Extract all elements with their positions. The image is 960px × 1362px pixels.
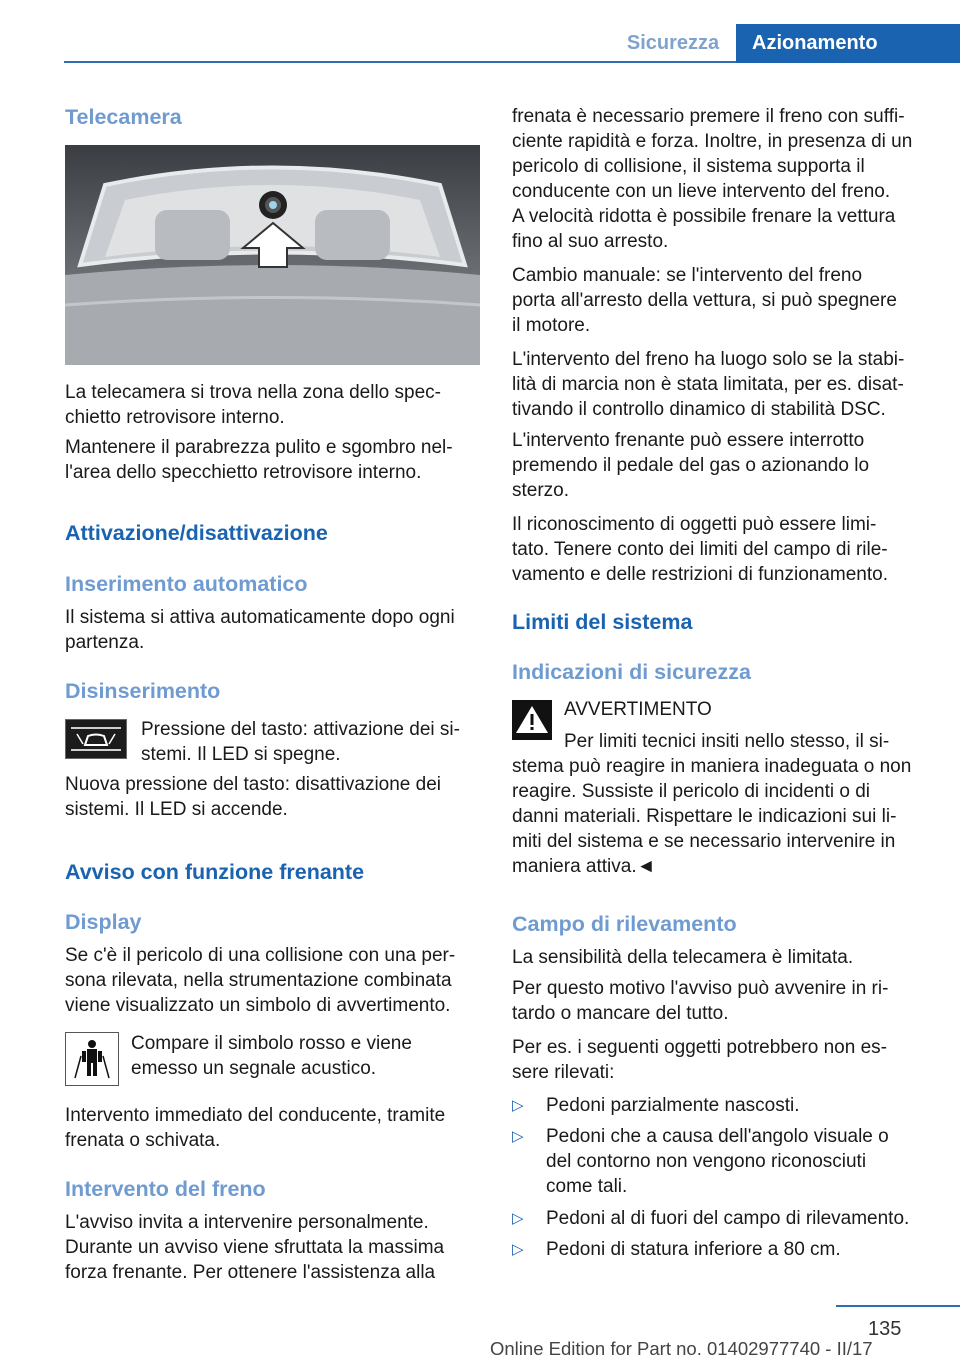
pedestrian-warning-icon: [65, 1032, 119, 1086]
tab-azionamento[interactable]: Azionamento: [736, 24, 960, 63]
list-item-text: Pedoni parzialmente nascosti.: [546, 1095, 800, 1116]
paragraph: Nuova pressione del tasto: disattivazione dei sistemi. Il LED si accende.: [65, 774, 442, 820]
paragraph: Pressione del tasto: attivazione dei si- stemi. Il LED si spegne.: [141, 719, 460, 765]
heading-indicazioni: Indicazioni di sicurezza: [512, 660, 751, 684]
paragraph: L'intervento frenante può essere interrotto premendo il pedale del gas o azionando lo sterzo.: [512, 430, 870, 501]
paragraph: frenata è necessario premere il freno con suffi- ciente rapidità e forza. Inoltre, in presenza di un pericolo di collisione, il sistema supporta il conducente con un lieve intervento del freno. A velocità ridotta è possibile frenare la vettura fino al suo arresto.: [512, 106, 913, 252]
paragraph: Cambio manuale: se l'intervento del freno porta all'arresto della vettura, si può spegnere il motore.: [512, 265, 897, 336]
page-number: 135: [868, 1318, 902, 1340]
paragraph: Per questo motivo l'avviso può avvenire in ri- tardo o mancare del tutto.: [512, 978, 889, 1024]
triangle-bullet-icon: ▷: [512, 1128, 524, 1145]
button-symbol-icon: [65, 719, 127, 759]
paragraph: L'avviso invita a intervenire personalmente. Durante un avviso viene sfruttata la massima forza frenante. Per ottenere l'assistenza alla: [65, 1212, 445, 1283]
heading-limiti: Limiti del sistema: [512, 610, 693, 634]
paragraph: La telecamera si trova nella zona dello spec- chietto retrovisore interno.: [65, 382, 441, 428]
heading-campo: Campo di rilevamento: [512, 912, 737, 936]
heading-attivazione: Attivazione/disattivazione: [65, 521, 328, 545]
camera-photo: [65, 145, 480, 365]
paragraph: Il sistema si attiva automaticamente dopo ogni partenza.: [65, 607, 455, 653]
paragraph: Per es. i seguenti oggetti potrebbero non es- sere rilevati:: [512, 1037, 887, 1083]
section-title-telecamera: Telecamera: [65, 105, 182, 129]
heading-intervento: Intervento del freno: [65, 1177, 266, 1201]
paragraph: Il riconoscimento di oggetti può essere limi- tato. Tenere conto dei limiti del campo di rile- vamento e delle restrizioni di funzionamento.: [512, 514, 888, 585]
footer-rule: [836, 1305, 960, 1307]
warning-text-first-line: Per limiti tecnici insiti nello stesso, il si-: [564, 731, 890, 752]
heading-disinserimento: Disinserimento: [65, 679, 221, 703]
heading-inserimento: Inserimento automatico: [65, 572, 308, 596]
list-item-text: Pedoni che a causa dell'angolo visuale o del contorno non vengono riconosciuti come tali.: [546, 1126, 889, 1197]
tab-sicurezza[interactable]: Sicurezza: [626, 32, 720, 54]
paragraph: L'intervento del freno ha luogo solo se la stabi- lità di marcia non è stata limitata, per es. disat- tivando il controllo dinamico di stabilità DSC.: [512, 349, 905, 420]
warning-title: AVVERTIMENTO: [564, 699, 712, 720]
list-item-text: Pedoni al di fuori del campo di rilevamento.: [546, 1208, 910, 1229]
triangle-bullet-icon: ▷: [512, 1210, 524, 1227]
warning-triangle-icon: [512, 700, 552, 740]
list-item-text: Pedoni di statura inferiore a 80 cm.: [546, 1239, 841, 1260]
heading-avviso: Avviso con funzione frenante: [65, 860, 365, 884]
warning-text: stema può reagire in maniera inadeguata o non reagire. Sussiste il pericolo di incidenti o di danni materiali. Rispettare le indicazioni sui li- miti del sistema e se necessario intervenire in maniera attiva.◄: [512, 756, 912, 877]
triangle-bullet-icon: ▷: [512, 1241, 524, 1258]
triangle-bullet-icon: ▷: [512, 1097, 524, 1114]
heading-display: Display: [65, 910, 142, 934]
paragraph: Intervento immediato del conducente, tramite frenata o schivata.: [65, 1105, 446, 1151]
edition-footer: Online Edition for Part no. 01402977740 - II/17: [490, 1338, 873, 1359]
paragraph: La sensibilità della telecamera è limitata.: [512, 947, 854, 968]
paragraph: Mantenere il parabrezza pulito e sgombro nel- l'area dello specchietto retrovisore interno.: [65, 437, 453, 483]
paragraph: Se c'è il pericolo di una collisione con una per- sona rilevata, nella strumentazione combinata viene visualizzato un simbolo di avvertimento.: [65, 945, 456, 1016]
paragraph: Compare il simbolo rosso e viene emesso un segnale acustico.: [131, 1033, 412, 1079]
